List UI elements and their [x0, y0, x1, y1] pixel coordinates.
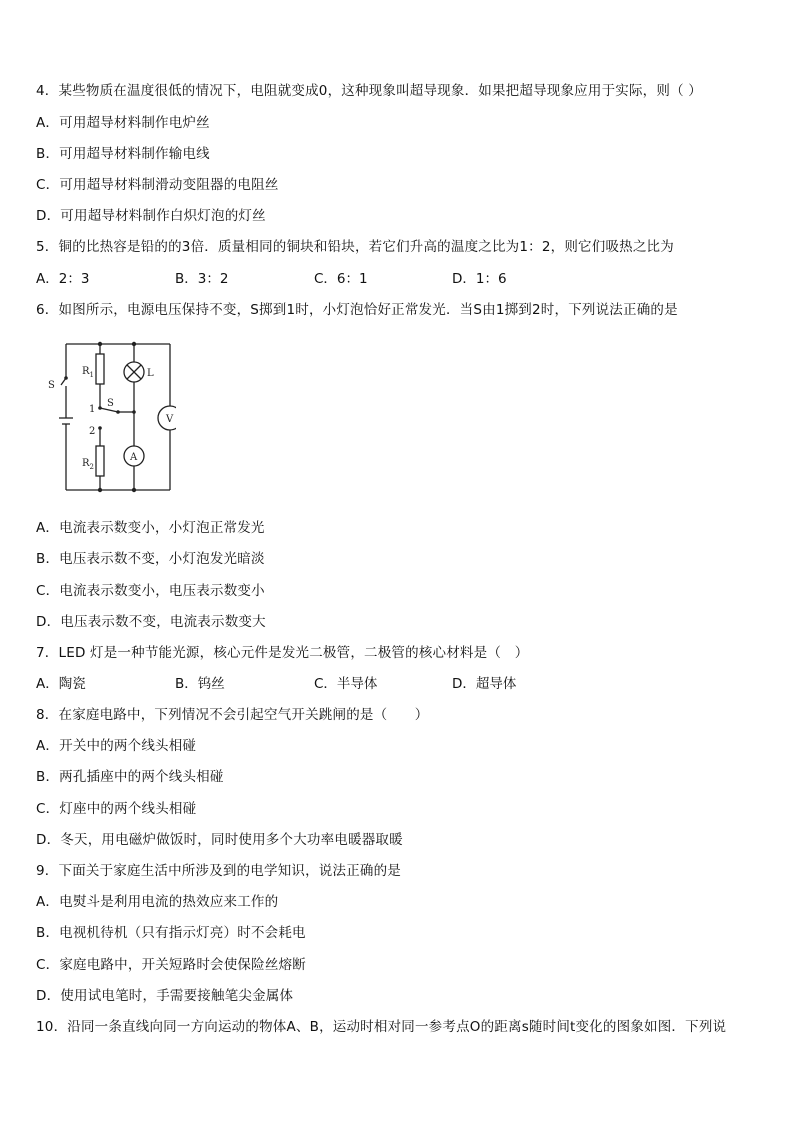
label-lamp: L [147, 368, 154, 379]
question-7-option-b: B．钨丝 [175, 676, 225, 692]
label-s-main: S [48, 380, 55, 391]
question-7-option-c: C．半导体 [314, 676, 378, 692]
question-6-option-c: C．电流表示数变小，电压表示数变小 [36, 583, 265, 599]
question-6-stem: 6．如图所示，电源电压保持不变，S掷到1时，小灯泡恰好正常发光．当S由1掷到2时，下列说法正确的是 [36, 302, 678, 318]
question-9-option-d: D．使用试电笔时，手需要接触笔尖金属体 [36, 988, 294, 1004]
question-6-option-a: A．电流表示数变小，小灯泡正常发光 [36, 520, 265, 536]
question-8-option-a: A．开关中的两个线头相碰 [36, 738, 197, 754]
circuit-diagram [44, 338, 176, 496]
question-10-stem: 10．沿同一条直线向同一方向运动的物体A、B，运动时相对同一参考点O的距离s随时间t变化的图象如图．下列说 [36, 1019, 727, 1035]
question-7-option-a: A．陶瓷 [36, 676, 86, 692]
label-position-2: 2 [89, 426, 96, 437]
question-4-option-a: A．可用超导材料制作电炉丝 [36, 115, 210, 131]
question-7-option-d: D．超导体 [452, 676, 517, 692]
question-4-option-c: C．可用超导材料制滑动变阻器的电阻丝 [36, 177, 279, 193]
question-5-option-d: D．1：6 [452, 271, 507, 287]
label-r2: $R_2$ [82, 458, 94, 471]
question-9-option-b: B．电视机待机（只有指示灯亮）时不会耗电 [36, 925, 306, 941]
junction-top-icon [98, 342, 102, 346]
question-5-option-b: B．3：2 [175, 271, 229, 287]
label-voltmeter: V [166, 414, 174, 425]
question-5-stem: 5．铜的比热容是铅的的3倍．质量相同的铜块和铅块，若它们升高的温度之比为1：2，则它们吸热之比为 [36, 239, 674, 255]
question-8-option-d: D．冬天，用电磁炉做饭时，同时使用多个大功率电暖器取暖 [36, 832, 403, 848]
question-4-stem: 4．某些物质在温度很低的情况下，电阻就变成0，这种现象叫超导现象．如果把超导现象应用于实际，则（ ） [36, 83, 702, 99]
question-5-option-c: C．6：1 [314, 271, 368, 287]
question-5-option-a: A．2：3 [36, 271, 90, 287]
question-8-option-b: B．两孔插座中的两个线头相碰 [36, 769, 224, 785]
question-4-option-b: B．可用超导材料制作输电线 [36, 146, 210, 162]
question-4-option-d: D．可用超导材料制作白炽灯泡的灯丝 [36, 208, 266, 224]
question-6-option-d: D．电压表示数不变，电流表示数变大 [36, 614, 266, 630]
label-ammeter: A [130, 452, 138, 463]
question-9-option-a: A．电熨斗是利用电流的热效应来工作的 [36, 894, 279, 910]
question-9-stem: 9．下面关于家庭生活中所涉及到的电学知识，说法正确的是 [36, 863, 401, 879]
label-r1: $R_1$ [82, 366, 94, 379]
question-8-stem: 8．在家庭电路中，下列情况不会引起空气开关跳闸的是（ ） [36, 707, 429, 723]
label-position-1: 1 [89, 404, 96, 415]
question-6-option-b: B．电压表示数不变，小灯泡发光暗淡 [36, 551, 265, 567]
question-7-stem: 7．LED 灯是一种节能光源，核心元件是发光二极管，二极管的核心材料是（ ） [36, 645, 529, 661]
question-8-option-c: C．灯座中的两个线头相碰 [36, 801, 197, 817]
question-9-option-c: C．家庭电路中，开关短路时会使保险丝熔断 [36, 957, 306, 973]
label-s-selector: S [107, 398, 114, 409]
